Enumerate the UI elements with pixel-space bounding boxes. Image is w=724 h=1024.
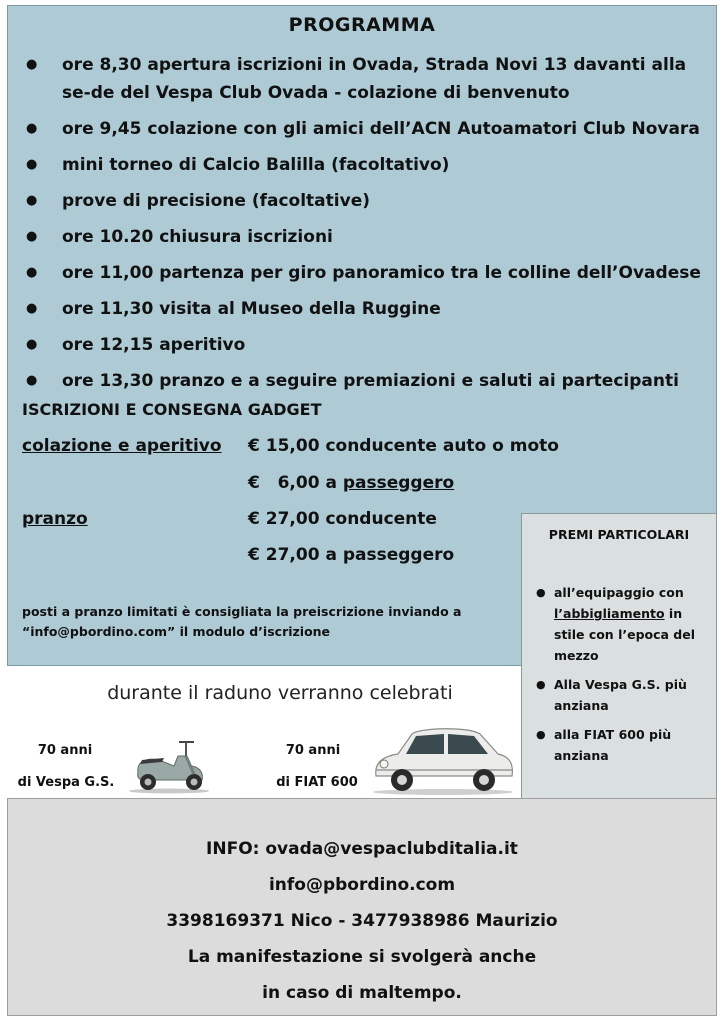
info-phones: 3398169371 Nico - 3477938986 Maurizio [166,911,558,931]
bullet-icon: ● [26,193,38,208]
vespa-name: di Vespa G.S. [17,775,115,790]
bullet-icon: ● [26,265,38,280]
schedule-item: ● ore 11,30 visita al Museo della Ruggine [20,295,710,323]
schedule-item: ● ore 12,15 aperitivo [20,331,710,359]
pranzo-price-passenger: € 27,00 a passeggero [248,545,455,565]
schedule-item: ● ore 13,30 pranzo e a seguire premiazioni e saluti ai partecipanti [20,367,710,395]
colazione-label: colazione e aperitivo [22,436,222,456]
bullet-icon: ● [26,157,38,172]
bullet-icon: ● [536,678,546,691]
vespa-image [124,736,214,794]
info-email: INFO: ovada@vespaclubditalia.it [206,839,518,859]
prize-item: ● Alla Vespa G.S. più anziana [532,674,712,716]
bullet-icon: ● [536,586,546,599]
prize-item: ● alla FIAT 600 più anziana [532,724,712,766]
bullet-icon: ● [26,229,38,244]
schedule-item: ● ore 8,30 apertura iscrizioni in Ovada, Strada Novi 13 davanti alla se-de del Vespa Club Ovada - colazione di benvenuto [20,51,710,107]
colazione-price-driver: € 15,00 conducente auto o moto [248,436,559,456]
pranzo-label: pranzo [22,509,88,529]
pranzo-price-driver: € 27,00 conducente [248,509,437,529]
special-prizes-title: PREMI PARTICOLARI [548,527,690,542]
special-prizes-box [521,513,717,805]
schedule-item: ● prove di precisione (facoltative) [20,187,710,215]
vespa-years: 70 anni [37,743,93,758]
bullet-icon: ● [26,57,38,72]
fiat600-image [368,722,518,796]
bullet-icon: ● [536,728,546,741]
schedule-item: ● ore 11,00 partenza per giro panoramico tra le colline dell’Ovadese [20,259,710,287]
info-weather-line1: La manifestazione si svolgerà anche [187,947,537,967]
schedule-item: ● ore 10.20 chiusura iscrizioni [20,223,710,251]
special-prizes-list [532,582,712,774]
prize-item: ● all’equipaggio con l’abbigliamento in stile con l’epoca del mezzo [532,582,712,666]
registration-heading: ISCRIZIONI E CONSEGNA GADGET [22,400,322,419]
info-email-secondary: info@pbordino.com [268,875,456,895]
colazione-price-passenger: € 6,00 a passeggero [248,473,455,493]
program-title: PROGRAMMA [288,14,436,36]
info-weather-line2: in caso di maltempo. [262,983,462,1003]
celebration-text: durante il raduno verranno celebrati [107,682,453,704]
schedule-item: ● ore 9,45 colazione con gli amici dell’ACN Autoamatori Club Novara [20,115,710,143]
bullet-icon: ● [26,337,38,352]
registration-note: posti a pranzo limitati è consigliata la preiscrizione inviando a “info@pbordino.com” il modulo d’iscrizione [22,604,462,639]
fiat-years: 70 anni [285,743,341,758]
bullet-icon: ● [26,373,38,388]
fiat-name: di FIAT 600 [276,775,358,790]
info-section [7,798,717,1016]
bullet-icon: ● [26,121,38,136]
schedule-list [20,51,710,403]
bullet-icon: ● [26,301,38,316]
schedule-item: ● mini torneo di Calcio Balilla (facoltativo) [20,151,710,179]
